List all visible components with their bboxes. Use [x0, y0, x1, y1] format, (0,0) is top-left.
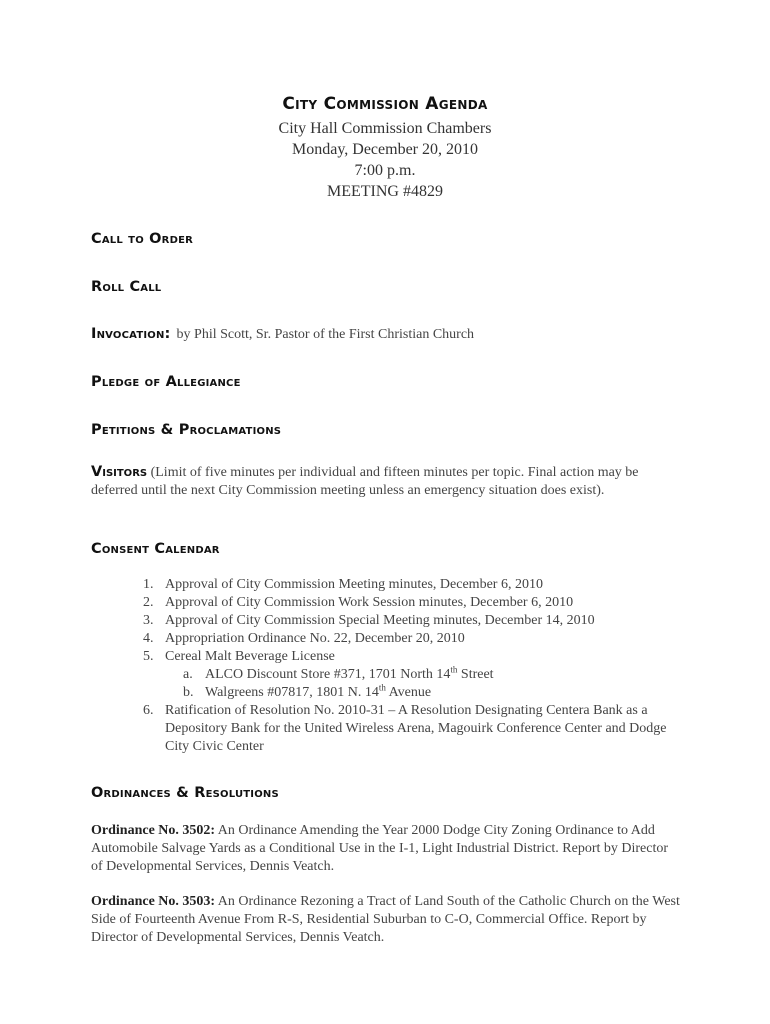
- heading-call-to-order: Call to Order: [91, 231, 194, 247]
- item-text: Appropriation Ordinance No. 22, December 20, 2010: [165, 631, 465, 646]
- list-item: [125, 702, 685, 756]
- item-number: 3.: [143, 613, 154, 628]
- ordinance-text: An Ordinance Amending the Year 2000 Dodge City Zoning Ordinance to Add Automobile Salvage Yards as a Conditional Use in the I-1, Light Industrial District. Report by Director of Developmental Services, Dennis Veatch.: [91, 823, 669, 874]
- ordinance-3502: [91, 822, 683, 876]
- visitors-text: (Limit of five minutes per individual and fifteen minutes per topic. Final action may be deferred until the next City Commission meeting unless an emergency situation does exist).: [91, 465, 639, 498]
- heading-roll-call: Roll Call: [91, 279, 162, 295]
- sub-list-item: [165, 666, 685, 684]
- ordinal-suffix: th: [378, 682, 386, 693]
- invocation-text: by Phil Scott, Sr. Pastor of the First Christian Church: [176, 327, 475, 342]
- item-number: 6.: [143, 703, 154, 718]
- sub-item-text-end: Avenue: [385, 685, 432, 700]
- meeting-number: MEETING #4829: [327, 183, 443, 200]
- heading-consent-calendar: Consent Calendar: [91, 541, 220, 557]
- item-number: 2.: [143, 595, 154, 610]
- sub-item-text-end: Street: [457, 667, 494, 682]
- ordinance-label: Ordinance No. 3503:: [91, 894, 216, 909]
- ordinance-label: Ordinance No. 3502:: [91, 823, 216, 838]
- list-item: [125, 630, 685, 648]
- item-number: 4.: [143, 631, 154, 646]
- consent-list: [125, 576, 685, 756]
- list-item: [125, 594, 685, 612]
- agenda-title: City Commission Agenda: [282, 94, 488, 114]
- sub-item-letter: b.: [183, 685, 194, 700]
- ordinance-text: An Ordinance Rezoning a Tract of Land South of the Catholic Church on the West Side of Fourteenth Avenue From R-S, Residential Suburban to C-O, Commercial Office. Report by Director of Developmental Services, Dennis Veatch.: [91, 894, 680, 945]
- sub-list-item: [165, 684, 685, 702]
- visitors-section: [91, 463, 681, 500]
- sub-item-text: ALCO Discount Store #371, 1701 North 14: [205, 667, 451, 682]
- meeting-time: 7:00 p.m.: [354, 162, 416, 179]
- visitors-label: Visitors: [91, 464, 148, 480]
- invocation-label: Invocation:: [91, 326, 171, 342]
- heading-ordinances: Ordinances & Resolutions: [91, 785, 279, 801]
- item-number: 5.: [143, 649, 154, 664]
- list-item: [125, 576, 685, 594]
- heading-petitions: Petitions & Proclamations: [91, 422, 282, 438]
- item-text: Ratification of Resolution No. 2010-31 – A Resolution Designating Centera Bank as a Depository Bank for the United Wireless Arena, Magouirk Conference Center and Dodge City Civic Center: [165, 703, 667, 754]
- heading-invocation: [91, 326, 474, 343]
- heading-pledge: Pledge of Allegiance: [91, 374, 241, 390]
- meeting-date: Monday, December 20, 2010: [291, 141, 479, 158]
- item-text: Approval of City Commission Special Meeting minutes, December 14, 2010: [165, 613, 595, 628]
- list-item: [125, 612, 685, 630]
- agenda-header: [0, 94, 770, 202]
- ordinance-3503: [91, 893, 683, 947]
- item-text: Cereal Malt Beverage License: [165, 649, 335, 664]
- sub-list: [165, 666, 685, 702]
- item-text: Approval of City Commission Work Session minutes, December 6, 2010: [165, 595, 574, 610]
- meeting-location: City Hall Commission Chambers: [278, 120, 492, 137]
- sub-item-letter: a.: [183, 667, 193, 682]
- list-item: [125, 648, 685, 702]
- sub-item-text: Walgreens #07817, 1801 N. 14: [205, 685, 379, 700]
- item-text: Approval of City Commission Meeting minutes, December 6, 2010: [165, 577, 543, 592]
- ordinal-suffix: th: [450, 664, 458, 675]
- item-number: 1.: [143, 577, 154, 592]
